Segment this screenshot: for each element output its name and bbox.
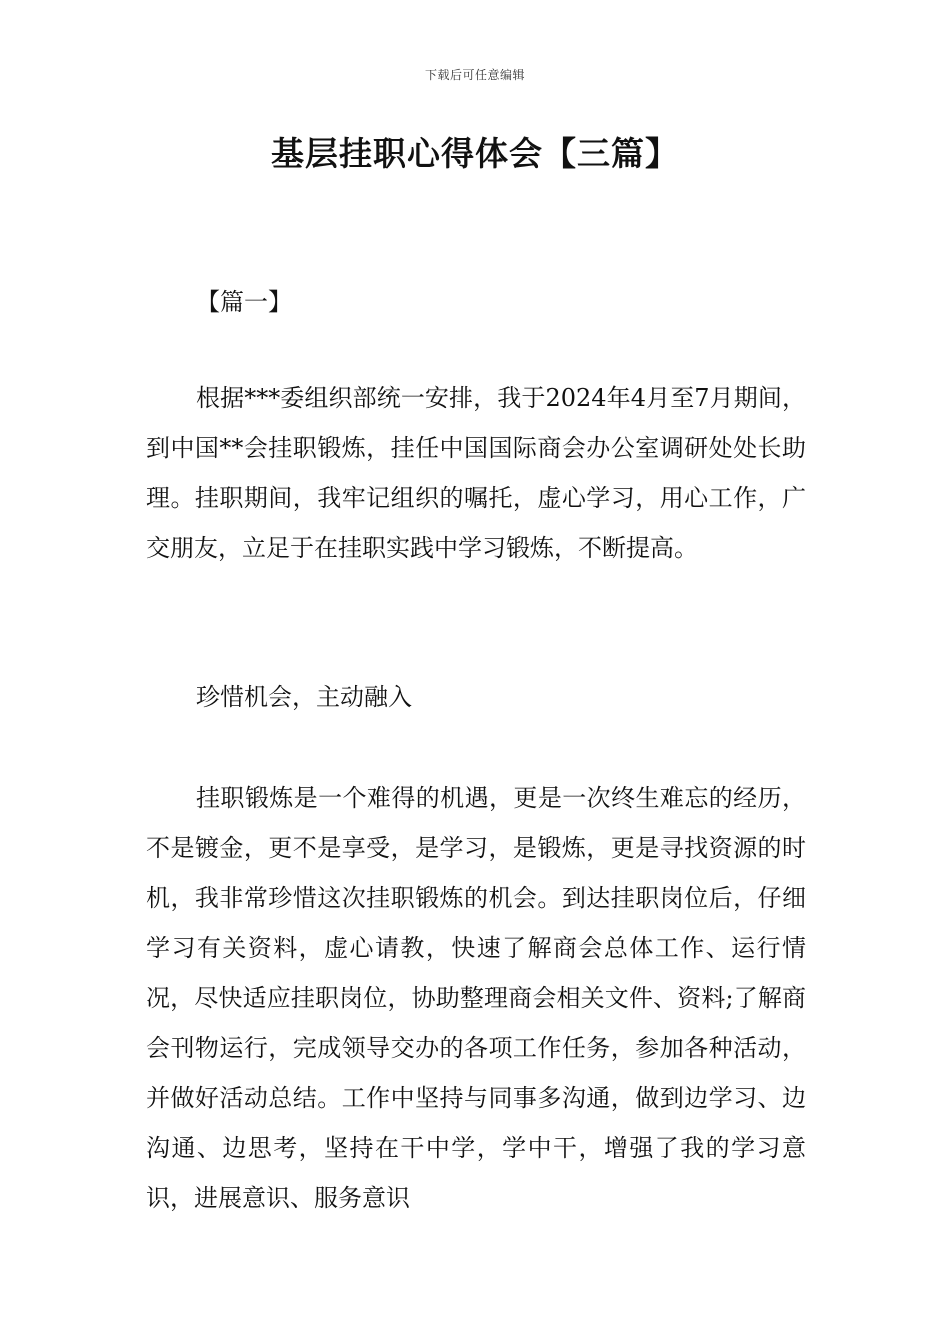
- document-title: 基层挂职心得体会【三篇】: [271, 134, 679, 173]
- header-note: 下载后可任意编辑: [424, 68, 525, 82]
- paragraph-2: 挂职锻炼是一个难得的机遇，更是一次终生难忘的经历，不是镀金，更不是享受，是学习，是锻炼，更是寻找资源的时机，我非常珍惜这次挂职锻炼的机会。到达挂职岗位后，仔细学习有关资料，虚心请教，快速了解商会总体工作、运行情况，尽快适应挂职岗位，协助整理商会相关文件、资料;了解商会刊物运行，完成领导交办的各项工作任务，参加各种活动，并做好活动总结。工作中坚持与同事多沟通，做到边学习、边沟通、边思考，坚持在干中学，学中干，增强了我的学习意识，进展意识、服务意识: [146, 784, 806, 1212]
- section-label: 【篇一】: [196, 288, 292, 316]
- subheading: 珍惜机会，主动融入: [196, 683, 412, 711]
- paragraph-1: 根据***委组织部统一安排，我于2024年4月至7月期间，到中国**会挂职锻炼，挂任中国国际商会办公室调研处处长助理。挂职期间，我牢记组织的嘱托，虚心学习，用心工作，广交朋友，立足于在挂职实践中学习锻炼，不断提高。: [146, 384, 806, 562]
